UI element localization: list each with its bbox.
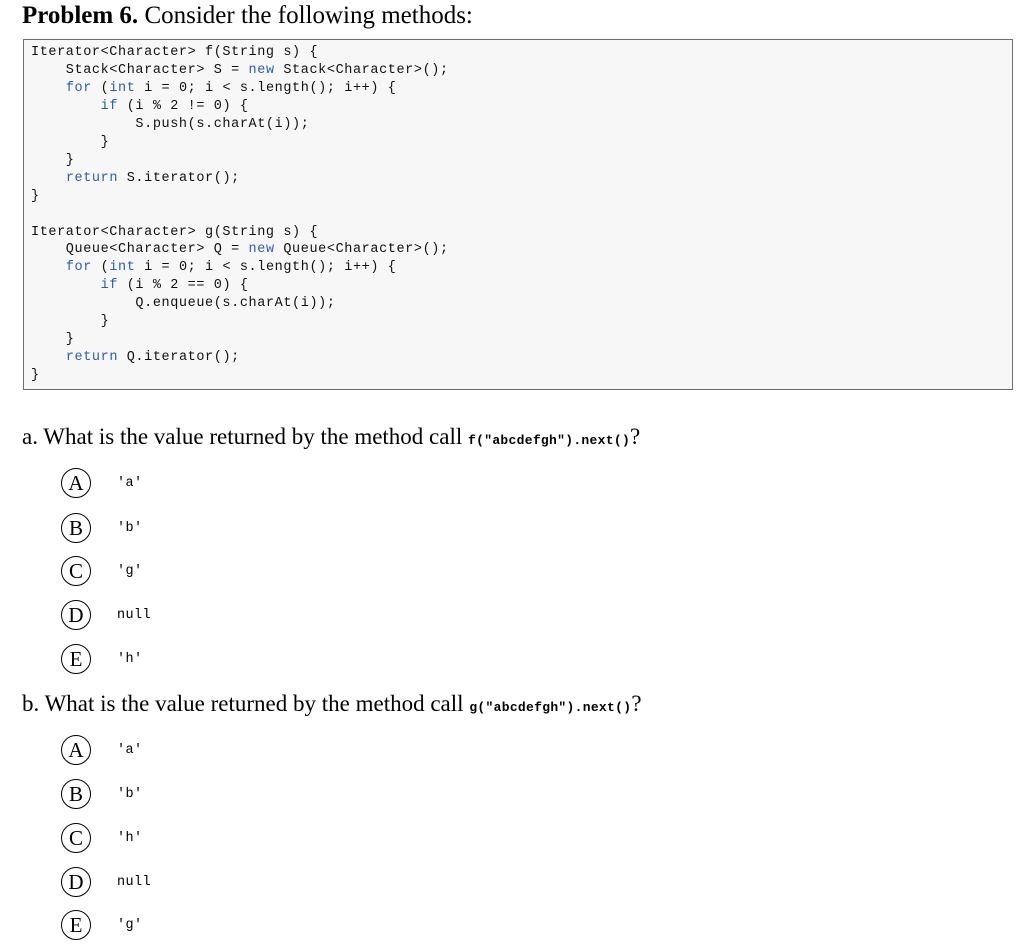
option-value: 'b' [117,787,143,802]
code-token [31,350,66,365]
code-line [31,117,309,132]
code-keyword: return [65,170,119,186]
code-keyword: for [65,80,92,96]
code-token: Stack<Character>(); [274,62,449,78]
question-b [22,690,642,722]
code-keyword: int [109,260,136,276]
code-token: S.iterator(); [118,170,240,186]
code-token: Stack<Character> S = [31,62,249,78]
option-letter-circle[interactable]: E [61,910,91,940]
code-line [31,296,336,311]
option-letter-circle[interactable]: D [61,600,91,630]
code-token: } [31,314,110,330]
option-value: 'g' [117,564,143,579]
code-line [31,63,449,78]
code-keyword: new [248,242,275,258]
code-token: (i % 2 == 0) { [118,278,249,294]
code-token: S.push(s.charAt(i)); [31,116,310,132]
option-letter-circle[interactable]: B [61,513,91,543]
problem-number: Problem 6. [22,2,139,29]
question-b-prefix: b. What is the value returned by the method call [22,691,470,716]
code-line [31,350,240,365]
code-token: Iterator<Character> f(String s) { [31,45,319,60]
question-a-code: f("abcdefgh").next() [468,433,631,448]
option-letter-circle[interactable]: D [61,867,91,897]
code-token [31,99,101,114]
question-a [22,423,640,455]
code-line [31,225,318,240]
code-token: } [31,368,40,384]
option-value: null [117,875,152,890]
code-token: ( [91,260,110,276]
code-keyword: if [100,98,119,114]
code-line [31,332,75,347]
code-token: Queue<Character>(); [274,242,449,258]
code-keyword: if [100,278,119,294]
code-token: Queue<Character> Q = [31,242,249,258]
code-token: (i % 2 != 0) { [118,98,249,114]
problem-heading [22,1,473,31]
code-token [31,171,66,186]
code-line [31,153,75,168]
code-token: } [31,152,75,168]
option-letter-circle[interactable]: C [61,556,91,586]
code-token: Iterator<Character> g(String s) { [31,224,319,240]
option-value: 'g' [117,918,143,933]
code-keyword: for [65,260,92,276]
code-token: ( [91,80,110,96]
option-value: null [117,608,152,623]
code-token: i = 0; i < s.length(); i++) { [135,260,397,276]
question-b-suffix: ? [631,691,642,716]
option-value: 'h' [117,652,143,667]
code-token: i = 0; i < s.length(); i++) { [135,80,397,96]
question-b-code: g("abcdefgh").next() [469,700,632,715]
option-value: 'a' [117,476,143,491]
code-line [31,81,396,96]
option-letter-circle[interactable]: E [61,644,91,674]
code-token [31,81,66,96]
question-a-suffix: ? [630,424,641,449]
option-letter-circle[interactable]: C [61,823,91,853]
code-block [23,39,1013,390]
code-keyword: int [109,80,136,96]
option-value: 'b' [117,521,143,536]
code-token: } [31,332,75,348]
code-keyword: return [65,350,119,366]
code-line [31,242,449,257]
code-line [31,99,249,114]
option-value: 'h' [117,831,143,846]
code-token: Q.enqueue(s.charAt(i)); [31,296,336,312]
code-keyword: new [248,62,275,78]
question-a-prefix: a. What is the value returned by the method call [22,424,469,449]
option-value: 'a' [117,743,143,758]
problem-intro: Consider the following methods: [138,2,473,29]
code-line [31,260,396,275]
option-letter-circle[interactable]: B [61,779,91,809]
code-line [31,368,40,383]
code-token: } [31,188,40,204]
code-line [31,189,40,204]
code-line [31,314,109,329]
code-token [31,260,66,275]
code-line [31,135,109,150]
code-listing [31,44,449,385]
code-token [31,278,101,293]
code-token: Q.iterator(); [118,350,240,366]
option-letter-circle[interactable]: A [61,468,91,498]
code-line [31,45,318,60]
code-line [31,171,240,186]
option-letter-circle[interactable]: A [61,735,91,765]
code-token: } [31,134,110,150]
code-line [31,278,249,293]
